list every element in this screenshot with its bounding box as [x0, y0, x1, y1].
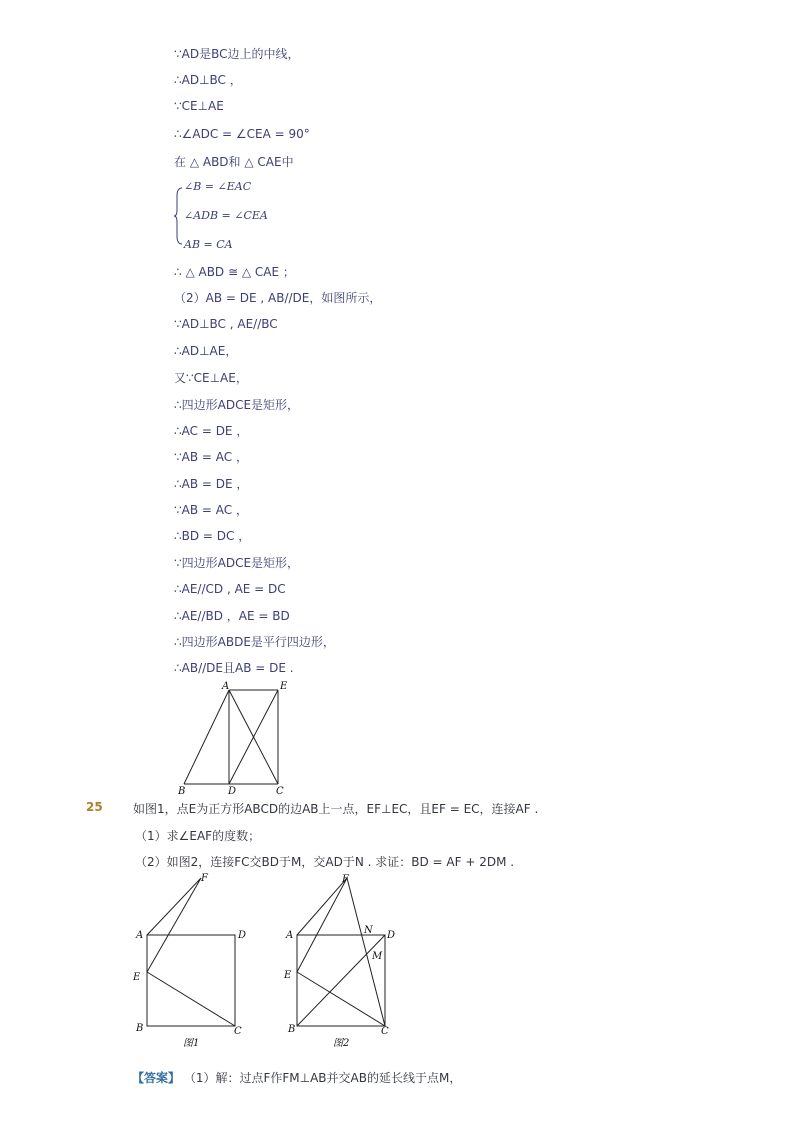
- proof-line: ∴四边形ADCE是矩形，: [174, 398, 300, 412]
- label-A: A: [222, 681, 230, 692]
- proof-line: ∴∠ADC = ∠CEA = 90°: [174, 127, 310, 141]
- label-E: E: [284, 970, 292, 981]
- proof-line: ∴BD = DC ，: [174, 529, 251, 543]
- label-E: E: [280, 681, 288, 692]
- figure-1: [128, 868, 258, 1050]
- proof-line: ∴四边形ABDE是平行四边形，: [174, 635, 335, 649]
- figure-1-caption: 图1: [183, 1038, 200, 1049]
- proof-line: ∵AD⊥BC , AE//BC: [174, 317, 278, 331]
- proof-line: ∵AD是BC边上的中线，: [174, 47, 300, 61]
- answer-text: （1）解：过点F作FM⊥AB并交AB的延长线于点M，: [183, 1071, 462, 1085]
- system-line: ∠ADB = ∠CEA: [184, 209, 268, 222]
- label-F: F: [201, 873, 208, 884]
- label-A: A: [286, 930, 294, 941]
- label-B: B: [136, 1023, 144, 1034]
- question-number: 25: [86, 800, 103, 814]
- label-C: C: [234, 1026, 242, 1037]
- label-E: E: [133, 972, 141, 983]
- answer-tag: 【答案】: [132, 1071, 181, 1085]
- proof-line: ∴AE//CD , AE = DC: [174, 582, 286, 596]
- label-N: N: [364, 925, 373, 936]
- proof-line: ∵CE⊥AE: [174, 99, 224, 113]
- proof-line: ∴AD⊥BC ，: [174, 73, 242, 87]
- label-C: C: [276, 786, 284, 796]
- proof-line: ∴ △ ABD ≅ △ CAE ；: [174, 265, 295, 279]
- proof-line: 又∵CE⊥AE，: [174, 371, 248, 385]
- question-stem: 如图1，点E为正方形ABCD的边AB上一点，EF⊥EC，且EF = EC，连接AF .: [133, 802, 539, 816]
- label-F: F: [342, 874, 349, 885]
- proof-line: ∵AB = AC ，: [174, 450, 248, 464]
- label-D: D: [238, 930, 247, 941]
- label-A: A: [136, 930, 144, 941]
- question-part-2: （2）如图2，连接FC交BD于M，交AD于N . 求证：BD = AF + 2DM .: [135, 855, 515, 869]
- label-B: B: [288, 1024, 296, 1035]
- proof-figure: [170, 678, 300, 796]
- label-D: D: [228, 786, 237, 796]
- system-line: ∠B = ∠EAC: [184, 180, 252, 193]
- proof-line: （2）AB = DE , AB//DE，如图所示，: [174, 291, 382, 305]
- system-line: AB = CA: [184, 238, 233, 251]
- proof-line: ∴AB//DE且AB = DE .: [174, 661, 294, 675]
- label-B: B: [178, 786, 186, 796]
- proof-line: ∴AC = DE ，: [174, 424, 249, 438]
- system-brace: [174, 186, 184, 246]
- answer-line: [132, 1069, 461, 1086]
- question-part-1: （1）求∠EAF的度数；: [135, 829, 261, 843]
- label-C: C: [381, 1026, 389, 1037]
- proof-line: ∴AB = DE ，: [174, 477, 249, 491]
- proof-line: ∵AB = AC ，: [174, 503, 248, 517]
- label-M: M: [372, 951, 383, 962]
- proof-line: ∴AD⊥AE，: [174, 344, 238, 358]
- figure-2: [280, 868, 410, 1050]
- proof-line: ∴AE//BD ，AE = BD: [174, 609, 290, 623]
- label-D: D: [387, 930, 396, 941]
- figure-2-caption: 图2: [333, 1038, 350, 1049]
- proof-line: 在 △ ABD和 △ CAE中: [174, 155, 294, 169]
- proof-line: ∵四边形ADCE是矩形，: [174, 556, 300, 570]
